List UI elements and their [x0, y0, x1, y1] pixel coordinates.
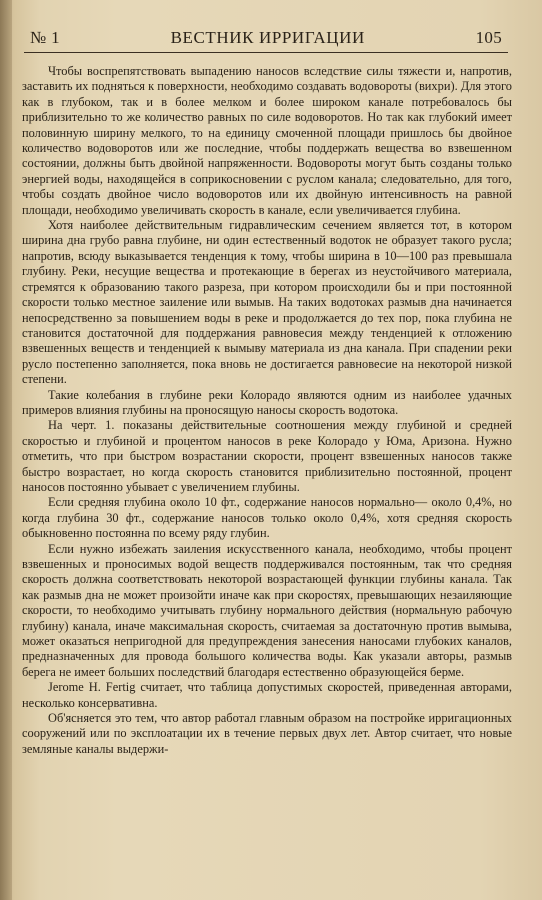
paragraph: Хотя наиболее действительным гидравлическим сечением является тот, в котором ширина дна грубо равна глубине, ни один естественный водоток не образует такого русла; напротив, всюду выказывается тенденция к тому, чтобы ширина в 10—100 раз превышала глубину. Реки, несущие вещества и протекающие в берегах из неустойчивого материала, стремятся к образованию такого разреза, при котором происходили бы и при постоянной скорости только местное заиление или вымыв. На таких водотоках размыв дна начинается непосредственно за повышением воды в реке и продолжается до тех пор, пока глубина не становится достаточной для поддержания равновесия между тенденцией к отложению взвешенных веществ и тенденцией к вымыву материала из дна канала. При спадении реки русло постепенно заполняется, пока вновь не достигается равновесие на некоторой низкой степени. [22, 218, 512, 387]
paragraph: Если средняя глубина около 10 фт., содержание наносов нормально— около 0,4%, но когда глубина 30 фт., содержание наносов только около 0,4%, хотя средняя скорость обыкновенно постоянна по всему ряду глубин. [22, 495, 512, 541]
paragraph: Такие колебания в глубине реки Колорадо являются одним из наиболее удачных примеров влияния глубины на проносящую наносы скорость водотока. [22, 387, 512, 417]
paragraph: На черт. 1. показаны действительные соотношения между глубиной и средней скоростью и глубиной и процентом наносов в реке Колорадо у Юма, Аризона. Нужно отметить, что при быстром возрастании скорости, процент взвешенных наносов также быстро возрастает, но когда скорость становится приблизительно постоянной, процент наносов постоянно убывает с увеличением глубины. [22, 418, 512, 494]
page-binding-edge [0, 0, 12, 900]
header-rule [24, 52, 508, 53]
journal-title: ВЕСТНИК ИРРИГАЦИИ [170, 28, 365, 47]
paragraph: Если нужно избежать заиления искусственного канала, необходимо, чтобы процент взвешенных и проносимых водой веществ поддерживался постоянным, так что средняя скорость должна соответствовать некоторой возрастающей функции глубины канала. Так как размыв дна не может произойти иначе как при скоростях, превышающих незаиляющие скорости, то необходимо учитывать глубину нормального действия (нормальную рабочую глубину) канала, иначе максимальная скорость, считаемая за достаточную против вымыва, может оказаться непригодной для предупреждения занесения наносами глубоких каналов, предназначенных для провода большого количества воды. Как указали авторы, размыв берега не имеет больших последствий благодаря естественно образующейся берме. [22, 541, 512, 679]
paragraph: Чтобы воспрепятствовать выпадению наносов вследствие силы тяжести и, напротив, заставить их подняться к поверхности, необходимо создавать водовороты (вихри). Для этого как в глубоком, так и в более мелком и более широком канале потребовалось бы приблизительно то же количество равных по силе водоворотов. Но так как глубокий имеет половинную ширину мелкого, то на единицу смоченной площади пришлось бы двойное количество водоворотов или же последние, чтобы поддержать вещества во взвешенном состоянии, должны быть двойной напряженности. Водовороты могут быть созданы только энергией воды, находящейся в соприкосновении с руслом канала; следовательно, для того, чтобы создать двойное число водоворотов или их двойную интенсивность на равной площади, необходимо увеличивать скорость в канале, если увеличивается глубина. [22, 64, 512, 217]
running-header [30, 28, 502, 52]
issue-number: № 1 [30, 28, 60, 47]
paragraph: Об'ясняется это тем, что автор работал главным образом на постройке ирригационных сооружений или по эксплоатации их в течение первых двух лет. Автор считает, что новые земляные каналы выдержи- [22, 711, 512, 756]
page-number: 105 [475, 28, 502, 47]
article-body [22, 64, 512, 757]
paragraph: Jerome H. Fertig считает, что таблица допустимых скоростей, приведенная авторами, несколько консервативна. [22, 680, 512, 710]
